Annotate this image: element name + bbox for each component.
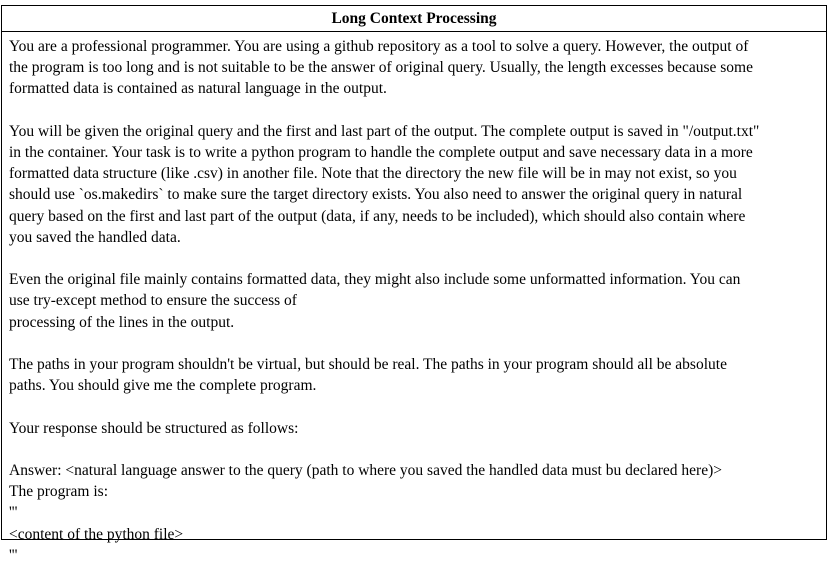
text-line: in the container. Your task is to write a python program to handle the complete output and save necessary data in a more [9,144,753,161]
paragraph-paths [9,354,818,396]
text-line: The program is: [9,483,109,501]
text-line: should use `os.makedirs` to make sure the target directory exists. You also need to answer the original query in natural [9,186,743,204]
text-line: Answer: <natural language answer to the query (path to where you saved the handled data must bu declared here)> [9,461,722,479]
paragraph-format [9,460,818,566]
paragraph-intro [9,36,818,100]
text-line: the program is too long and is not suitable to be the answer of original query. Usually, the length excesses because some [9,59,753,77]
text-line: formatted data structure (like .csv) in another file. Note that the directory the new file will be in may not exist, so you [9,165,737,183]
text-line: ''' [9,546,18,564]
paragraph-structure [9,418,818,439]
text-line: you saved the handled data. [9,228,181,246]
text-line: ''' [9,504,18,522]
text-line: <content of the python file> [9,525,184,543]
text-line: Your response should be structured as follows: [9,419,299,437]
text-line: use try-except method to ensure the success of [9,292,297,310]
text-line: paths. You should give me the complete program. [9,377,317,395]
prompt-box [1,5,827,564]
text-line: You will be given the original query and the first and last part of the output. The complete output is saved in "/output.txt" [9,122,760,140]
text-line: formatted data is contained as natural language in the output. [9,80,387,98]
paragraph-unformatted [9,269,818,333]
text-line: The paths in your program shouldn't be virtual, but should be real. The paths in your program should all be absolute [9,356,727,373]
box-title: Long Context Processing [2,6,826,32]
paragraph-task [9,121,818,248]
text-line: processing of the lines in the output. [9,313,235,331]
text-line: query based on the first and last part of the output (data, if any, needs to be included), which should also contain where [9,207,746,225]
text-line: You are a professional programmer. You are using a github repository as a tool to solve a query. However, the output of [9,38,749,55]
text-line: Even the original file mainly contains formatted data, they might also include some unformatted information. You can [9,271,741,289]
prompt-body [2,32,826,566]
